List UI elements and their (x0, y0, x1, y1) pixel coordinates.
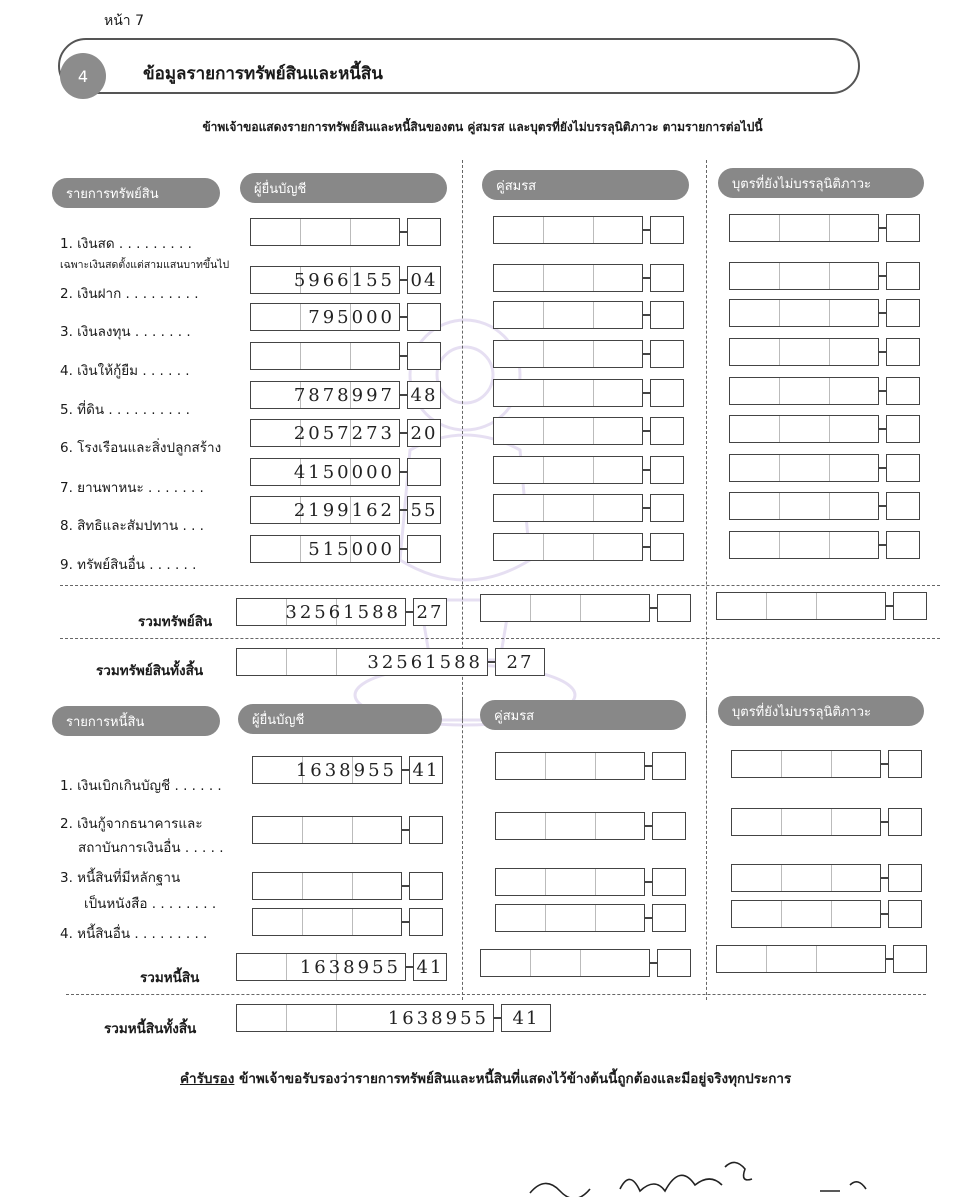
asset-children-land (729, 377, 920, 405)
liability-children-bank-loan (731, 808, 922, 836)
satang-field[interactable] (407, 303, 441, 331)
satang-field[interactable] (650, 533, 684, 561)
satang-field[interactable] (888, 808, 922, 836)
liability-filer-bank-loan (252, 816, 443, 844)
amount-field[interactable]: 515000 (250, 535, 400, 563)
amount-field[interactable] (252, 908, 402, 936)
amount-field[interactable] (729, 338, 879, 366)
liability-total-children (716, 945, 927, 973)
satang-field[interactable] (886, 338, 920, 366)
amount-field[interactable] (493, 417, 643, 445)
amount-field[interactable] (493, 340, 643, 368)
section-title: ข้อมูลรายการทรัพย์สินและหนี้สิน (143, 64, 383, 84)
satang-field[interactable]: 41 (413, 953, 447, 981)
satang-field[interactable] (888, 864, 922, 892)
liabilities-col-children: บุตรที่ยังไม่บรรลุนิติภาวะ (718, 696, 924, 726)
row-divider (60, 638, 940, 639)
asset-filer-rights (250, 496, 441, 524)
amount-field[interactable] (729, 415, 879, 443)
asset-label-buildings: 6. โรงเรือนและสิ่งปลูกสร้าง (60, 440, 222, 456)
satang-field[interactable] (650, 494, 684, 522)
satang-field[interactable] (650, 456, 684, 484)
asset-filer-cash (250, 218, 441, 246)
row-divider (66, 994, 926, 995)
asset-children-deposit (729, 262, 920, 290)
satang-field[interactable] (657, 949, 691, 977)
liability-total-spouse (480, 949, 691, 977)
liability-label-bank-loan: 2. เงินกู้จากธนาคารและ (60, 816, 203, 832)
satang-field[interactable]: 48 (407, 381, 441, 409)
satang-field[interactable]: 27 (413, 598, 447, 626)
asset-filer-buildings (250, 419, 441, 447)
satang-field[interactable] (650, 379, 684, 407)
satang-field[interactable] (650, 340, 684, 368)
assets-col-children: บุตรที่ยังไม่บรรลุนิติภาวะ (718, 168, 924, 198)
amount-field[interactable] (729, 531, 879, 559)
asset-filer-loans (250, 342, 441, 370)
satang-field[interactable] (407, 218, 441, 246)
amount-field[interactable] (495, 904, 645, 932)
cash-note: เฉพาะเงินสดตั้งแต่สามแสนบาทขึ้นไป (60, 259, 230, 271)
asset-filer-vehicles (250, 458, 441, 486)
asset-label-cash: 1. เงินสด . . . . . . . . . (60, 236, 192, 252)
amount-field[interactable]: 32561588 (236, 598, 406, 626)
asset-spouse-vehicles (493, 456, 684, 484)
satang-field[interactable] (888, 750, 922, 778)
certification-heading: คำรับรอง (180, 1071, 235, 1087)
amount-field[interactable] (729, 262, 879, 290)
asset-grand-total-label: รวมทรัพย์สินทั้งสิ้น (96, 663, 204, 679)
column-divider (462, 700, 463, 1000)
asset-children-buildings (729, 415, 920, 443)
amount-field[interactable]: 1638955 (252, 756, 402, 784)
assets-col-filer: ผู้ยื่นบัญชี (240, 173, 447, 203)
satang-field[interactable] (407, 342, 441, 370)
satang-field[interactable] (409, 908, 443, 936)
amount-field[interactable] (493, 216, 643, 244)
amount-field[interactable]: 7878997 (250, 381, 400, 409)
amount-field[interactable] (495, 812, 645, 840)
satang-field[interactable] (652, 812, 686, 840)
amount-field[interactable] (493, 264, 643, 292)
liability-filer-other (252, 908, 443, 936)
column-divider (706, 160, 707, 720)
asset-filer-investment (250, 303, 441, 331)
liabilities-col-filer: ผู้ยื่นบัญชี (238, 704, 442, 734)
satang-field[interactable]: 04 (407, 266, 441, 294)
satang-field[interactable]: 27 (495, 648, 545, 676)
asset-spouse-deposit (493, 264, 684, 292)
asset-label-loans: 4. เงินให้กู้ยืม . . . . . . (60, 363, 190, 379)
amount-field[interactable] (252, 816, 402, 844)
liability-spouse-bank-loan (495, 812, 686, 840)
satang-field[interactable] (407, 535, 441, 563)
amount-field[interactable] (731, 864, 881, 892)
satang-field[interactable] (652, 752, 686, 780)
amount-field[interactable] (252, 872, 402, 900)
asset-filer-other (250, 535, 441, 563)
asset-total-spouse (480, 594, 691, 622)
satang-field[interactable]: 20 (407, 419, 441, 447)
amount-field[interactable] (729, 454, 879, 482)
asset-label-rights: 8. สิทธิและสัมปทาน . . . (60, 518, 204, 534)
asset-label-investment: 3. เงินลงทุน . . . . . . . (60, 324, 191, 340)
certification (180, 1067, 791, 1089)
satang-field[interactable] (893, 592, 927, 620)
satang-field[interactable] (886, 214, 920, 242)
amount-field[interactable] (729, 377, 879, 405)
certification-text: ข้าพเจ้าขอรับรองว่ารายการทรัพย์สินและหนี้สินที่แสดงไว้ข้างต้นนี้ถูกต้องและมีอยู่จริงทุกประการ (239, 1071, 792, 1087)
asset-label-land: 5. ที่ดิน . . . . . . . . . . (60, 402, 190, 418)
amount-field[interactable]: 4150000 (250, 458, 400, 486)
satang-field[interactable] (652, 868, 686, 896)
liability-spouse-overdraft (495, 752, 686, 780)
amount-field[interactable]: 2199162 (250, 496, 400, 524)
assets-header: รายการทรัพย์สิน (52, 178, 220, 208)
page-number: หน้า 7 (104, 13, 145, 29)
amount-field[interactable]: 1638955 (236, 1004, 494, 1032)
satang-field[interactable] (888, 900, 922, 928)
asset-filer-land (250, 381, 441, 409)
satang-field[interactable] (650, 264, 684, 292)
signature (490, 1155, 910, 1197)
asset-spouse-land (493, 379, 684, 407)
amount-field[interactable] (731, 750, 881, 778)
amount-field[interactable] (731, 900, 881, 928)
liabilities-header: รายการหนี้สิน (52, 706, 220, 736)
liability-children-documented (731, 864, 922, 892)
liability-spouse-other (495, 904, 686, 932)
asset-children-cash (729, 214, 920, 242)
column-divider (706, 700, 707, 1000)
liability-total-filer (236, 953, 447, 981)
satang-field[interactable] (886, 415, 920, 443)
liability-filer-overdraft (252, 756, 443, 784)
liability-label-bank-loan-2: สถาบันการเงินอื่น . . . . . (78, 840, 224, 856)
amount-field[interactable] (493, 456, 643, 484)
satang-field[interactable] (886, 299, 920, 327)
satang-field[interactable] (886, 262, 920, 290)
asset-children-rights (729, 492, 920, 520)
satang-field[interactable] (886, 531, 920, 559)
amount-field[interactable] (716, 592, 886, 620)
liability-children-other (731, 900, 922, 928)
asset-children-loans (729, 338, 920, 366)
liability-children-overdraft (731, 750, 922, 778)
amount-field[interactable] (250, 342, 400, 370)
liability-label-overdraft: 1. เงินเบิกเกินบัญชี . . . . . . (60, 778, 222, 794)
amount-field[interactable] (493, 379, 643, 407)
amount-field[interactable] (729, 299, 879, 327)
asset-children-investment (729, 299, 920, 327)
liability-label-other: 4. หนี้สินอื่น . . . . . . . . . (60, 926, 208, 942)
amount-field[interactable] (495, 868, 645, 896)
asset-spouse-cash (493, 216, 684, 244)
amount-field[interactable]: 1638955 (236, 953, 406, 981)
asset-total-children (716, 592, 927, 620)
column-divider (462, 160, 463, 720)
asset-spouse-loans (493, 340, 684, 368)
amount-field[interactable]: 795000 (250, 303, 400, 331)
assets-col-spouse: คู่สมรส (482, 170, 689, 200)
amount-field[interactable] (729, 214, 879, 242)
satang-field[interactable] (657, 594, 691, 622)
satang-field[interactable]: 41 (409, 756, 443, 784)
amount-field[interactable] (493, 494, 643, 522)
amount-field[interactable] (250, 218, 400, 246)
section-intro: ข้าพเจ้าขอแสดงรายการทรัพย์สินและหนี้สินของตน คู่สมรส และบุตรที่ยังไม่บรรลุนิติภาวะ ตามรายการต่อไปนี้ (202, 120, 763, 134)
satang-field[interactable] (650, 417, 684, 445)
liabilities-col-spouse: คู่สมรส (480, 700, 686, 730)
amount-field[interactable]: 2057273 (250, 419, 400, 447)
amount-field[interactable] (493, 533, 643, 561)
satang-field[interactable] (886, 377, 920, 405)
satang-field[interactable] (652, 904, 686, 932)
asset-label-vehicles: 7. ยานพาหนะ . . . . . . . (60, 480, 204, 496)
satang-field[interactable] (409, 816, 443, 844)
satang-field[interactable] (893, 945, 927, 973)
satang-field[interactable] (650, 301, 684, 329)
asset-spouse-rights (493, 494, 684, 522)
asset-spouse-buildings (493, 417, 684, 445)
asset-children-other (729, 531, 920, 559)
liability-grand-total-label: รวมหนี้สินทั้งสิ้น (104, 1021, 197, 1037)
amount-field[interactable] (729, 492, 879, 520)
liability-spouse-documented (495, 868, 686, 896)
asset-label-deposit: 2. เงินฝาก . . . . . . . . . (60, 286, 199, 302)
asset-spouse-investment (493, 301, 684, 329)
asset-total-label: รวมทรัพย์สิน (138, 614, 213, 630)
liability-grand-total (236, 1004, 551, 1032)
satang-field[interactable] (886, 454, 920, 482)
asset-filer-deposit (250, 266, 441, 294)
satang-field[interactable]: 41 (501, 1004, 551, 1032)
asset-grand-total (236, 648, 545, 676)
asset-label-other: 9. ทรัพย์สินอื่น . . . . . . (60, 557, 197, 573)
satang-field[interactable]: 55 (407, 496, 441, 524)
amount-field[interactable] (495, 752, 645, 780)
liability-total-label: รวมหนี้สิน (140, 970, 200, 986)
section-number-badge: 4 (60, 53, 106, 99)
satang-field[interactable] (407, 458, 441, 486)
amount-field[interactable] (480, 949, 650, 977)
asset-spouse-other (493, 533, 684, 561)
liability-label-documented: 3. หนี้สินที่มีหลักฐาน (60, 870, 181, 886)
liability-filer-documented (252, 872, 443, 900)
amount-field[interactable]: 5966155 (250, 266, 400, 294)
satang-field[interactable] (409, 872, 443, 900)
amount-field[interactable] (731, 808, 881, 836)
satang-field[interactable] (886, 492, 920, 520)
amount-field[interactable] (716, 945, 886, 973)
asset-children-vehicles (729, 454, 920, 482)
liability-label-documented-2: เป็นหนังสือ . . . . . . . . (84, 896, 217, 912)
amount-field[interactable]: 32561588 (236, 648, 488, 676)
satang-field[interactable] (650, 216, 684, 244)
row-divider (60, 585, 940, 586)
amount-field[interactable] (493, 301, 643, 329)
amount-field[interactable] (480, 594, 650, 622)
asset-total-filer (236, 598, 447, 626)
